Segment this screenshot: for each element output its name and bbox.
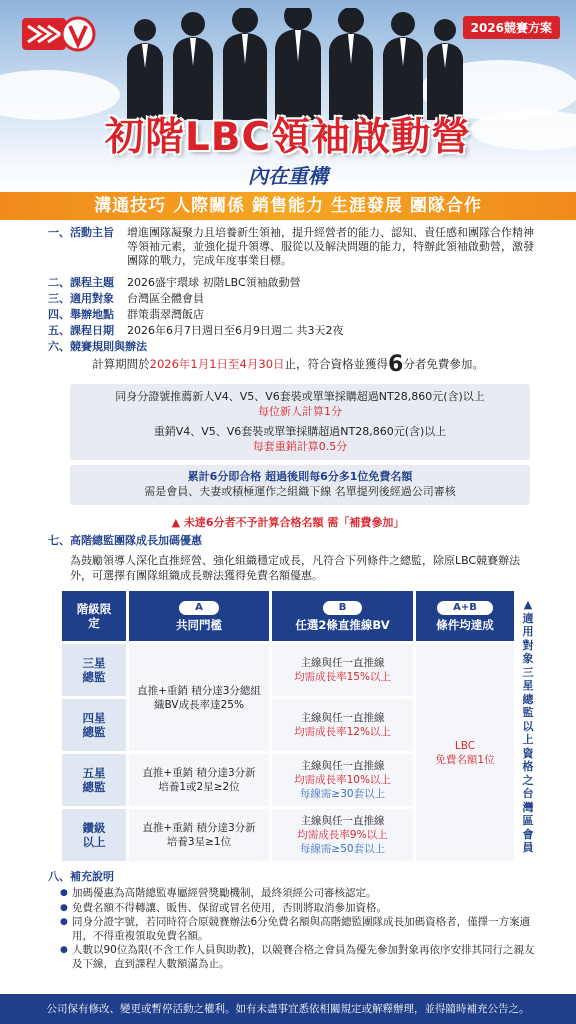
header-text: 條件均達成 xyxy=(436,617,494,632)
level-four-star xyxy=(62,699,126,751)
section-label: 一、活動主旨 xyxy=(48,226,114,239)
list-item: ● 免費名額不得轉讓、販售、保留或冒名使用，否則將取消參加資格。 xyxy=(60,902,540,916)
list-item: ● 加碼優惠為高階總監專屬經營獎勵機制，最終須經公司審核認定。 xyxy=(60,887,540,901)
level-three-star xyxy=(62,644,126,696)
header-text: 任選2條直推線BV xyxy=(295,617,390,632)
section-5-label xyxy=(48,324,114,338)
section-7-label xyxy=(48,534,202,548)
header-pill: A xyxy=(179,601,219,615)
section-label: 三、適用對象 xyxy=(48,292,114,305)
b-four-star xyxy=(272,699,413,751)
cell-text: 主線與任一直推線 xyxy=(300,657,385,669)
cell-rate: 均需成長率10%以上 xyxy=(294,774,391,786)
period-points: 6 xyxy=(388,352,404,377)
table-header-a xyxy=(129,591,269,641)
section-2-label xyxy=(48,276,114,290)
plan-badge: 2026競賽方案 xyxy=(463,16,560,39)
section-label: 五、課程日期 xyxy=(48,324,114,337)
period-mid: 止，符合資格並獲得 xyxy=(284,357,389,371)
reward-text: 免費名額1位 xyxy=(435,753,495,766)
scoring-value: 每套重銷計算0.5分 xyxy=(252,440,348,453)
company-logo xyxy=(20,14,96,54)
reward-cell xyxy=(416,644,514,861)
section-label: 二、課程主題 xyxy=(48,276,114,289)
level-diamond xyxy=(62,809,126,861)
section-1-label xyxy=(48,226,114,240)
header-pill: B xyxy=(323,601,363,615)
hero-banner xyxy=(0,0,576,192)
notes-list xyxy=(60,887,540,972)
cell-text: 直推+重銷 積分達3分新培養3星≥1位 xyxy=(142,822,256,848)
level-five-star xyxy=(62,754,126,806)
qualification-note: 需是會員、夫妻或積極運作之組織下線 名單提列後經過公司審核 xyxy=(144,485,456,498)
section-label: 六、競賽規則與辦法 xyxy=(48,340,147,353)
header-text: 共同門檻 xyxy=(176,617,222,632)
period-statement xyxy=(0,352,576,377)
list-item: ● 人數以90位為限(不含工作人員與助教)，以競賽合格之會員為優先參加對象再依序安排其同行之親友及下線，直到課程人數額滿為止。 xyxy=(60,944,540,971)
scoring-line: 重銷V4、V5、V6套裝或單筆採購超過NT28,860元(含)以上 xyxy=(153,425,447,438)
table-header-ab xyxy=(416,591,514,641)
period-dates: 2026年1月1日至4月30日 xyxy=(149,357,285,371)
period-suffix: 分者免費參加。 xyxy=(403,357,484,371)
page-subtitle: 內在重構 xyxy=(248,164,328,188)
table-header-level xyxy=(62,591,126,641)
cell-note: 每線需≥50套以上 xyxy=(299,843,386,855)
list-item: ● 同身分證字號，若同時符合原競賽辦法6分免費名額與高階總監團隊成長加碼資格者，僅擇一方案適用，不得重複領取免費名額。 xyxy=(60,916,540,943)
b-five-star xyxy=(272,754,413,806)
qualification-box xyxy=(70,465,530,505)
a-five-star xyxy=(129,754,269,806)
table-header-b xyxy=(272,591,413,641)
section-label: 四、舉辦地點 xyxy=(48,308,114,321)
level-text: 五星總監 xyxy=(82,766,106,794)
cell-rate: 均需成長率15%以上 xyxy=(294,671,391,683)
qualification-headline: 累計6分即合格 超過後則每6分多1位免費名額 xyxy=(187,470,413,483)
level-text: 四星總監 xyxy=(82,711,106,739)
cell-text: 主線與任一直推線 xyxy=(300,760,385,772)
b-diamond xyxy=(272,809,413,861)
a-diamond xyxy=(129,809,269,861)
skills-bar: 溝通技巧 人際關係 銷售能力 生涯發展 團隊合作 xyxy=(0,192,576,220)
cell-text: 主線與任一直推線 xyxy=(300,712,385,724)
section-label: 七、高階總監團隊成長加碼優惠 xyxy=(48,534,202,547)
growth-table xyxy=(62,591,514,861)
section-8-label xyxy=(48,870,114,884)
page-title: 初階LBC領袖啟動營 xyxy=(104,115,472,160)
cell-text: 直推+重銷 積分達3分新培養1或2星≥2位 xyxy=(142,767,256,793)
growth-intro: 為鼓勵領導人深化直推經營、強化組織穩定成長，凡符合下列條件之總監，除原LBC競賽辦法外，可選擇有團隊組織成長辦法獲得免費名額優惠。 xyxy=(70,554,521,582)
cell-text: 主線與任一直推線 xyxy=(300,815,385,827)
a-common-threshold xyxy=(129,644,269,751)
level-text: 鑽級以上 xyxy=(82,821,106,849)
cell-rate: 均需成長率9%以上 xyxy=(297,829,388,841)
reward-text: LBC xyxy=(454,739,476,752)
section-4-text: 群策翡翠灣飯店 xyxy=(127,308,204,321)
section-3-text: 台灣區全體會員 xyxy=(127,292,204,305)
section-1-text: 增進團隊凝聚力且培養新生領袖，提升經營者的能力、認知、責任感和團隊合作精神等領袖元素，並強化提升領導、服從以及解決問題的能力，特辦此領袖啟動營，激發團隊的戰力，完成年度事業目標。 xyxy=(127,226,534,267)
eligibility-side-note: ▲適用對象 三星總監以上資格之台灣區會員 xyxy=(522,598,534,854)
businessmen-silhouette xyxy=(115,8,465,120)
cell-rate: 均需成長率12%以上 xyxy=(294,726,391,738)
period-prefix: 計算期間於 xyxy=(92,357,150,371)
warning-note: ▲ 未達6分者不予計算合格名額 需「補費參加」 xyxy=(171,516,405,529)
section-2-text: 2026盛宇環球 初階LBC領袖啟動營 xyxy=(127,276,301,289)
section-3-label xyxy=(48,292,114,306)
footer-disclaimer: 公司保有修改、變更或暫停活動之權利。如有未盡事宜悉依相關規定或解釋辦理，並得隨時補充公告之。 xyxy=(0,994,576,1024)
cell-note: 每線需≥30套以上 xyxy=(299,788,386,800)
header-text: 階級限定 xyxy=(76,602,112,630)
scoring-line: 同身分證號推薦新人V4、V5、V6套裝或單筆採購超過NT28,860元(含)以上 xyxy=(115,390,485,403)
level-text: 三星總監 xyxy=(82,656,106,684)
section-label: 八、補充說明 xyxy=(48,870,114,883)
scoring-rules-box xyxy=(70,384,530,460)
header-pill: A+B xyxy=(437,601,493,615)
scoring-value: 每位新人計算1分 xyxy=(258,405,342,418)
section-4-label xyxy=(48,308,114,322)
cell-text: 直推+重銷 積分達3分總組織BV成長率達25% xyxy=(137,684,261,711)
section-5-text: 2026年6月7日週日至6月9日週二 共3天2夜 xyxy=(127,324,344,337)
b-three-star xyxy=(272,644,413,696)
